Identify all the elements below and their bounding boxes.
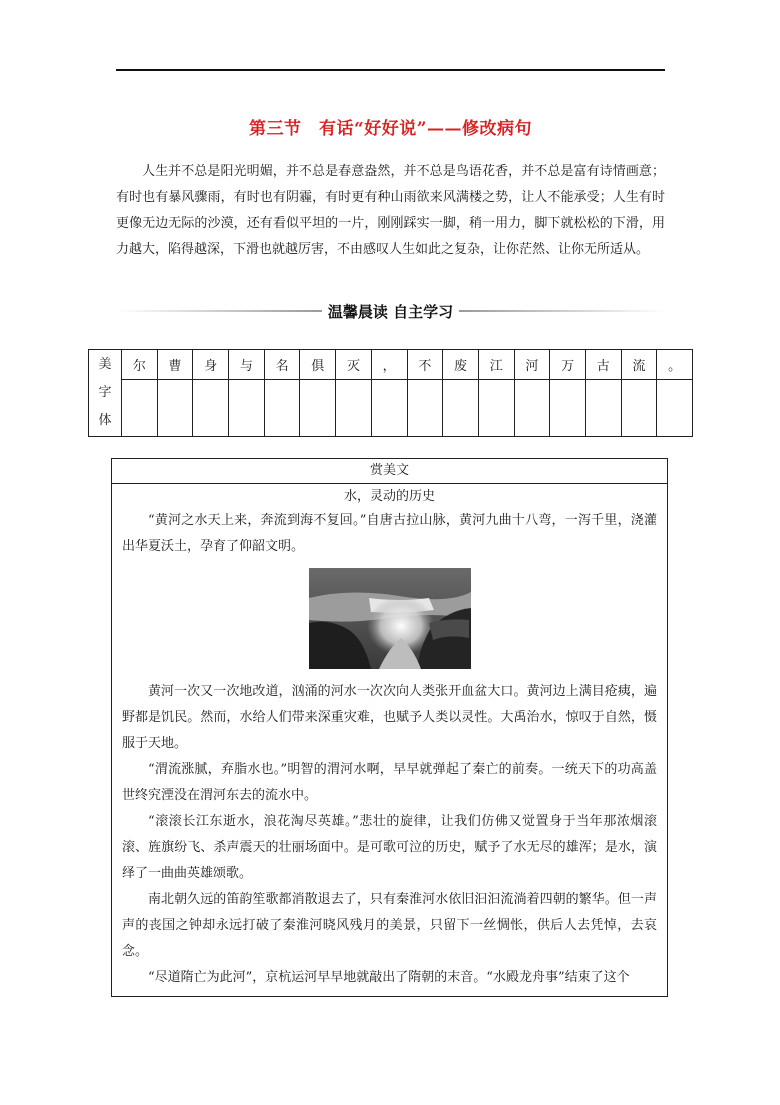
char-cell: 身 bbox=[193, 350, 229, 380]
char-cell: ， bbox=[371, 350, 407, 380]
page-title: 第三节 有话“好好说”——修改病句 bbox=[248, 119, 533, 139]
essay-body bbox=[112, 486, 667, 991]
essay-title: 水，灵动的历史 bbox=[343, 489, 435, 504]
intro-paragraph: 人生并不总是阳光明媚，并不总是春意盎然，并不总是鸟语花香，并不总是富有诗情画意；有时也有暴风骤雨，有时也有阴霾，有时更有种山雨欲来风满楼之势，让人不能承受；人生有时更像无边无际的沙漠，还有看似平坦的一片，刚刚踩实一脚，稍一用力，脚下就松松的下滑，用力越大，陷得越深，下滑也就越厉害，不由感叹人生如此之复杂，让你茫然、让你无所适从。 bbox=[116, 164, 665, 257]
row-label-char: 美 bbox=[98, 357, 112, 372]
char-cell: 流 bbox=[621, 350, 657, 380]
writing-cell bbox=[550, 380, 586, 437]
char-cell: 。 bbox=[657, 350, 693, 380]
writing-cell bbox=[478, 380, 514, 437]
char-cell: 尔 bbox=[122, 350, 158, 380]
writing-cell bbox=[336, 380, 372, 437]
writing-cell bbox=[621, 380, 657, 437]
char-cell: 名 bbox=[264, 350, 300, 380]
writing-cell bbox=[264, 380, 300, 437]
writing-cell bbox=[229, 380, 265, 437]
char-cell: 废 bbox=[443, 350, 479, 380]
essay-box bbox=[111, 458, 668, 997]
char-cell: 俱 bbox=[300, 350, 336, 380]
essay-paragraph: 黄河一次又一次地改道，汹涌的河水一次次向人类张开血盆大口。黄河边上满目疮痍，遍野都是饥民。然而，水给人们带来深重灾难，也赋予人类以灵性。大禹治水，惊叹于自然，慑服于天地。 bbox=[122, 684, 657, 751]
calligraphy-practice-table bbox=[88, 349, 693, 437]
essay-paragraph: “黄河之水天上来，奔流到海不复回。”自唐古拉山脉，黄河九曲十八弯，一泻千里，浇灌出华夏沃土，孕育了仰韶文明。 bbox=[122, 513, 657, 554]
divider-line-right bbox=[459, 310, 665, 312]
writing-cell bbox=[157, 380, 193, 437]
essay-paragraph: “渭流涨腻，弃脂水也。”明智的渭河水啊，早早就弹起了秦亡的前奏。一统天下的功高盖世终究湮没在渭河东去的流水中。 bbox=[122, 762, 657, 803]
waterfall-photo bbox=[309, 568, 471, 669]
row-label-char: 体 bbox=[98, 413, 112, 428]
writing-cell bbox=[193, 380, 229, 437]
row-label-char: 字 bbox=[98, 385, 112, 400]
top-rule bbox=[116, 69, 665, 71]
char-cell: 河 bbox=[514, 350, 550, 380]
writing-cell bbox=[407, 380, 443, 437]
writing-cell bbox=[122, 380, 158, 437]
char-cell: 曹 bbox=[157, 350, 193, 380]
char-cell: 灭 bbox=[336, 350, 372, 380]
char-cell: 江 bbox=[478, 350, 514, 380]
section-divider bbox=[116, 301, 665, 321]
writing-cell bbox=[585, 380, 621, 437]
writing-cell bbox=[371, 380, 407, 437]
char-cell: 古 bbox=[585, 350, 621, 380]
char-cell: 万 bbox=[550, 350, 586, 380]
writing-cell bbox=[443, 380, 479, 437]
divider-line-left bbox=[116, 310, 322, 312]
essay-paragraph: “尽道隋亡为此河”，京杭运河早早地就敲出了隋朝的末音。“水殿龙舟事”结束了这个 bbox=[148, 970, 630, 985]
char-cell: 不 bbox=[407, 350, 443, 380]
writing-cell bbox=[657, 380, 693, 437]
essay-paragraph: “滚滚长江东逝水，浪花淘尽英雄。”悲壮的旋律，让我们仿佛又觉置身于当年那浓烟滚滚、旌旗纷飞、杀声震天的壮丽场面中。是可歌可泣的历史，赋予了水无尽的雄浑；是水，演绎了一曲曲英雄颂歌。 bbox=[122, 814, 657, 881]
row-label-cell bbox=[89, 350, 122, 437]
essay-paragraph: 南北朝久远的笛韵笙歌都消散退去了，只有秦淮河水依旧汩汩流淌着四朝的繁华。但一声声的丧国之钟却永远打破了秦淮河晓风残月的美景，只留下一丝惆怅，供后人去凭悼，去哀念。 bbox=[122, 892, 657, 959]
essay-box-header: 赏美文 bbox=[112, 459, 667, 484]
section-heading: 温馨晨读 自主学习 bbox=[327, 302, 454, 321]
writing-cell bbox=[300, 380, 336, 437]
writing-cell bbox=[514, 380, 550, 437]
char-cell: 与 bbox=[229, 350, 265, 380]
